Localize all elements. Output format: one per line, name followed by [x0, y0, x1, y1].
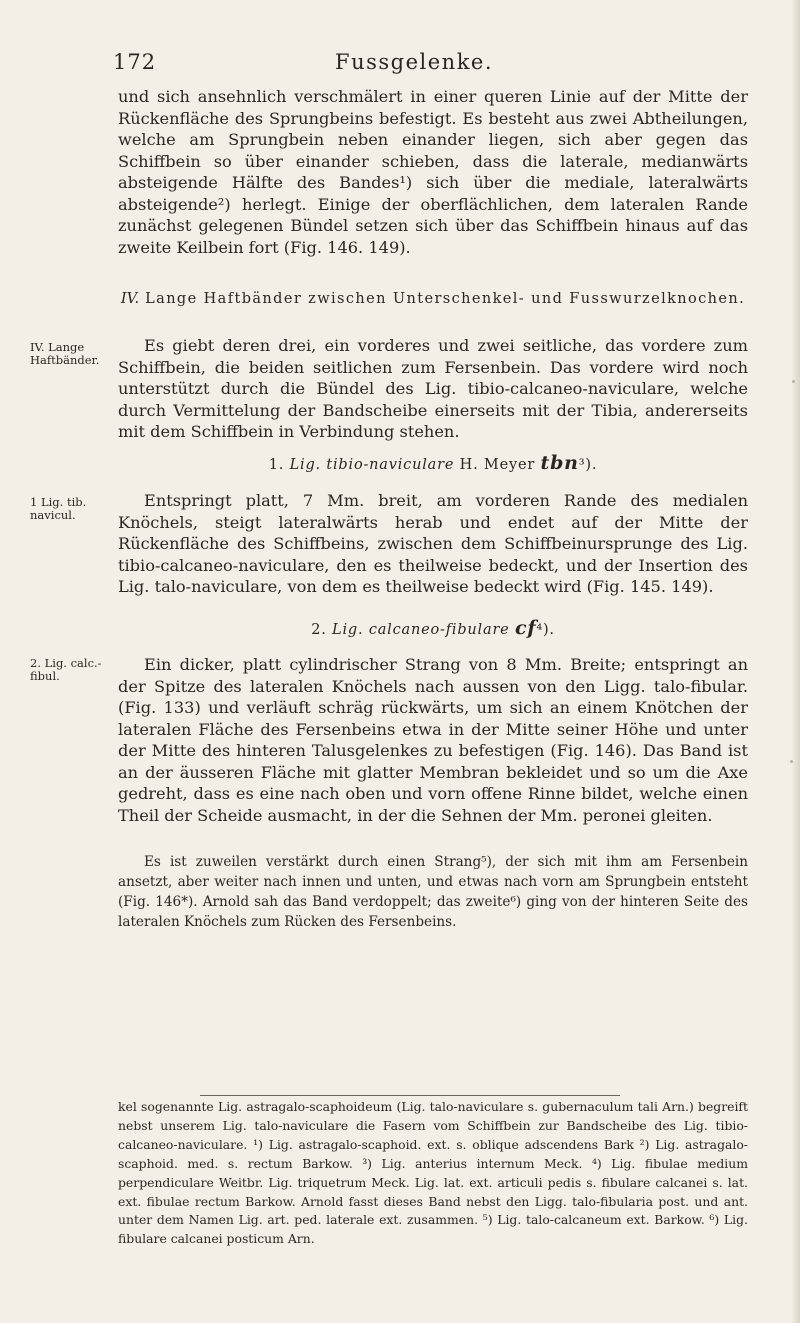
subheading-number: 1. [268, 457, 285, 473]
margin-note-lange-haftbaender: IV. Lange Haftbänder. [30, 340, 100, 367]
paragraph-lig-tibio-naviculare: Entspringt platt, 7 Mm. breit, am vorderen Rande des medialen Knöchels, steigt lateralwärts herab und endet auf der Mitte der Rückenfläche des Schiffbeins, zwischen dem Schiffbeinursprunge des Lig. tibio-calcaneo-naviculare, den es theilweise bedeckt, und der Insertion des Lig. talo-naviculare, von dem es theilweise bedeckt wird (Fig. 145. 149). [118, 491, 748, 596]
margin-note-lig-tib-navicul: 1 Lig. tib. navicul. [30, 495, 87, 522]
subheading-author: H. Meyer [459, 457, 536, 473]
margin-note-lig-calc-fibul: 2. Lig. calc.-fibul. [30, 656, 102, 683]
subheading-lig-tibio-naviculare [118, 452, 748, 474]
subheading-number: 2. [311, 622, 327, 638]
scan-speck [790, 760, 793, 763]
subheading-term: Lig. calcaneo-fibulare [332, 622, 510, 638]
running-head [0, 50, 800, 80]
paragraph-continued: und sich ansehnlich verschmälert in einer queren Linie auf der Mitte der Rückenfläche des Sprungbeins befestigt. Es besteht aus zwei Abtheilungen, welche am Sprungbein neben einander liegen, sich aber gegen das Schiffbein so über einander schieben, dass die laterale, medianwärts absteigende Hälfte des Bandes¹) sich über die mediale, lateralwärts absteigende²) herlegt. Einige der oberflächlichen, dem lateralen Rande zunächst gelegenen Bündel setzen sich über das Schiffbein hinaus auf das zweite Keilbein fort (Fig. 146. 149). [118, 87, 748, 257]
section-roman-numeral: IV. [120, 291, 140, 307]
subheading-footnote-ref: ³). [578, 457, 598, 473]
footnote-divider [200, 1095, 620, 1096]
subheading-abbreviation: tbn [540, 452, 579, 474]
paragraph-haftbaender-intro: Es giebt deren drei, ein vorderes und zwei seitliche, das vordere zum Schiffbein, die beiden seitlichen zum Fersenbein. Das vordere wird noch unterstützt durch die Bündel des Lig. tibio-calcaneo-naviculare, welche durch Vermittelung der Bandscheibe einerseits mit der Tibia, andererseits mit dem Schiffbein in Verbindung stehen. [118, 336, 748, 441]
footnotes: kel sogenannte Lig. astragalo-scaphoideum (Lig. talo-naviculare s. gubernaculum tali Arn.) begreift nebst unserem Lig. talo-naviculare die Fasern vom Schiffbein zur Bandscheibe des Lig. tibio-calcaneo-naviculare. ¹) Lig. astragalo-scaphoid. ext. s. oblique adscendens Bark ²) Lig. astragalo-scaphoid. med. s. rectum Barkow. ³) Lig. anterius internum Meck. ⁴) Lig. fibulae medium perpendiculare Weitbr. Lig. triquetrum Meck. Lig. lat. ext. articuli pedis s. fibulare calcanei s. lat. ext. fibulae rectum Barkow. Arnold fasst dieses Band nebst den Ligg. talo-fibularia post. und ant. unter dem Namen Lig. art. ped. laterale ext. zusammen. ⁵) Lig. talo-calcaneum ext. Barkow. ⁶) Lig. fibulare calcanei posticum Arn. [118, 1099, 748, 1247]
running-head-title: Fussgelenke. [335, 50, 494, 74]
paragraph-small-print: Es ist zuweilen verstärkt durch einen Strang⁵), der sich mit ihm am Fersenbein ansetzt, aber weiter nach innen und unten, und etwas nach vorn am Sprungbein entsteht (Fig. 146*). Arnold sah das Band verdoppelt; das zweite⁶) ging von der hinteren Seite des lateralen Knöchels zum Rücken des Fersenbeins. [118, 854, 748, 930]
subheading-footnote-ref: ⁴). [536, 622, 555, 638]
scan-speck [792, 380, 795, 383]
subheading-lig-calcaneo-fibulare [118, 617, 748, 639]
section-title: Lange Haftbänder zwischen Unterschenkel- und Fusswurzelknochen. [145, 291, 746, 307]
subheading-term: Lig. tibio-naviculare [289, 457, 455, 473]
paragraph-lig-calcaneo-fibulare: Ein dicker, platt cylindrischer Strang von 8 Mm. Breite; entspringt an der Spitze des lateralen Knöchels nach aussen von den Ligg. talo-fibular. (Fig. 133) und verläuft schräg rückwärts, um sich an einem Knötchen der lateralen Fläche des Fersenbeins etwa in der Mitte seiner Höhe und unter der Mitte des hinteren Talusgelenkes zu befestigen (Fig. 146). Das Band ist an der äusseren Fläche mit glatter Membran bekleidet und so um die Axe gedreht, dass es eine nach oben und vorn offene Rinne bildet, welche einen Theil der Scheide ausmacht, in der die Sehnen der Mm. peronei gleiten. [118, 655, 748, 825]
page-number: 172 [113, 50, 157, 74]
scan-page-edge [792, 0, 800, 1323]
section-heading-iv [118, 290, 748, 309]
subheading-abbreviation: cf [514, 617, 537, 639]
